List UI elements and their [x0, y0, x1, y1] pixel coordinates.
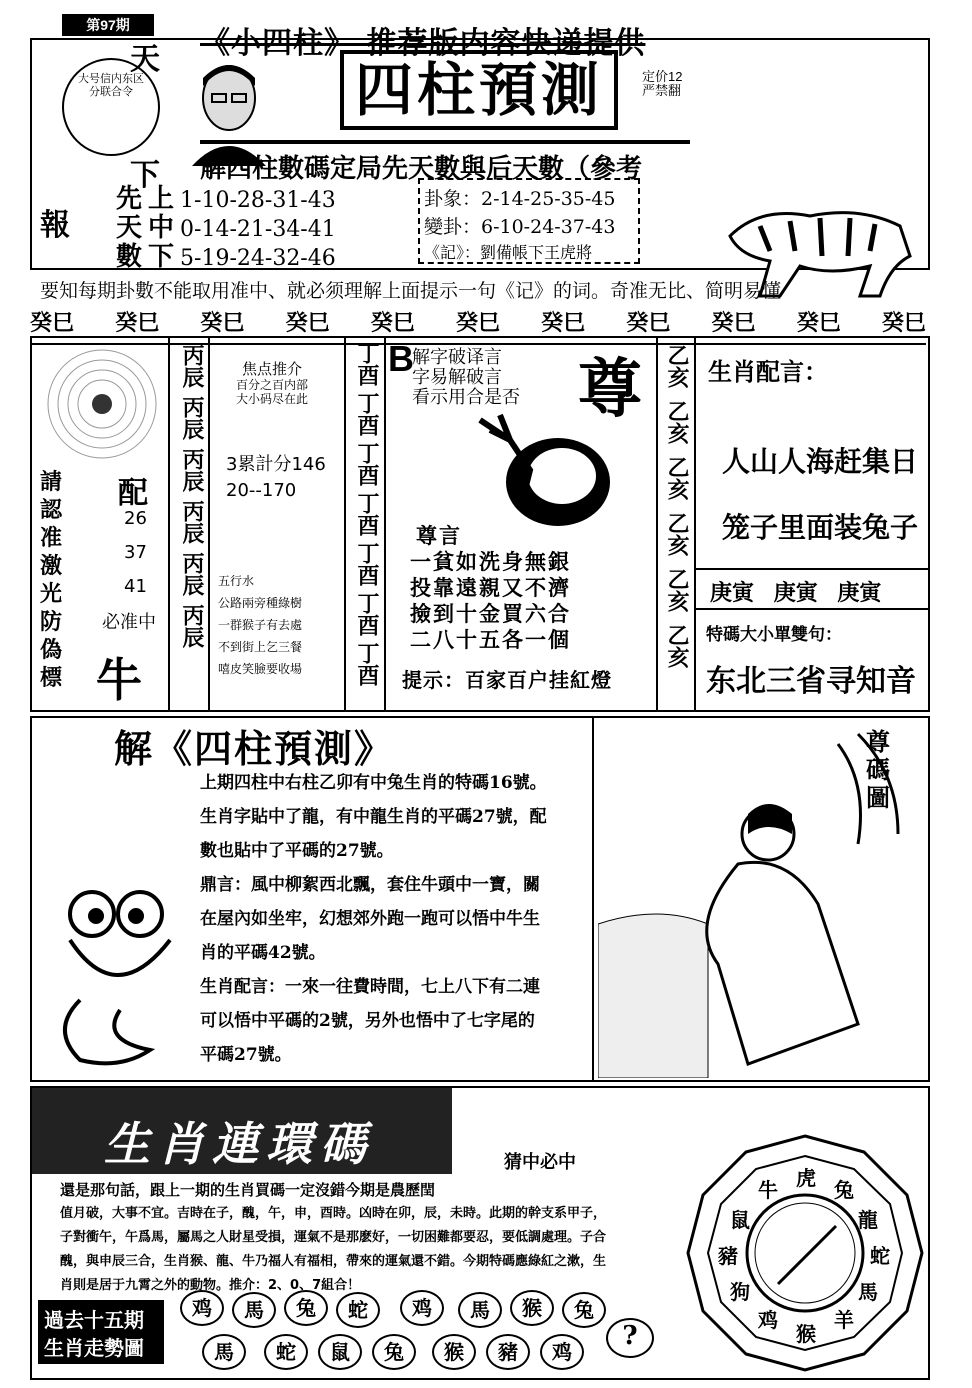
geng-cell: 庚寅: [837, 580, 882, 606]
pei-number-2: 37: [124, 542, 147, 563]
jie-line: 肖的平碼42號。: [200, 943, 326, 963]
cartoon-character: [40, 880, 200, 1070]
verify-char: 認: [40, 497, 63, 523]
focus-title: 焦点推介: [242, 360, 303, 378]
trend-oval: 豬: [486, 1334, 530, 1370]
tema-label: 特碼大小單雙句：: [706, 625, 842, 645]
verify-char: 請: [40, 469, 63, 495]
riddle-line: 看示用合是否: [412, 387, 520, 408]
gui-cell: 癸巳: [796, 310, 841, 336]
yi-cell: 乙亥: [664, 624, 690, 668]
bottom-line: 肖則是居于九霄之外的動物。推介：2、0、7組合！: [60, 1278, 361, 1293]
jie-line: 生肖配言：一來一往費時間，七上八下有二連: [200, 977, 540, 997]
ding-cell: 丁酉: [354, 392, 380, 436]
verse-2: 投靠遠親又不濟: [410, 575, 571, 600]
wheel-label: 蛇: [870, 1244, 890, 1268]
verify-char: 光: [40, 581, 63, 607]
trend-oval: 猴: [510, 1290, 554, 1326]
trend-oval: 鼠: [318, 1334, 362, 1370]
jie-paragraph: [200, 766, 590, 1072]
jie-line: 生肖字貼中了龍，有中龍生肖的平碼27號，配: [200, 807, 547, 827]
gui-cell: 癸巳: [285, 310, 330, 336]
bottom-banner-text: 生肖連環碼: [104, 1117, 374, 1171]
gua-line-3: 《記》：劉備帳下王虎將: [424, 243, 593, 262]
bottom-line: 還是那句話，跟上一期的生肖買碼一定沒錯今期是農歷閏: [60, 1181, 436, 1199]
gua-line-2: 變卦：6-10-24-37-43: [424, 216, 616, 238]
trend-oval: 兔: [284, 1290, 328, 1326]
verify-char: 防: [40, 609, 63, 635]
wheel-label: 龍: [858, 1208, 878, 1232]
verify-char: 偽: [40, 637, 63, 663]
gui-cell: 癸巳: [881, 310, 926, 336]
yi-cell: 乙亥: [664, 456, 690, 500]
ding-cell: 丁酉: [354, 542, 380, 586]
riddle-line: 字易解破言: [412, 367, 502, 388]
verify-vertical-text: [40, 468, 62, 692]
jie-line: 可以悟中平碼的2號，另外也悟中了七字尾的: [200, 1011, 535, 1031]
geng-cells: [710, 576, 881, 607]
poem-line: 不到街上乞三餐: [218, 640, 303, 654]
jie-line: 平碼27號。: [200, 1045, 292, 1065]
row-label-3: 下: [148, 242, 175, 272]
wheel-label: 鼠: [730, 1208, 750, 1232]
pei-number-1: 26: [124, 508, 147, 529]
gui-cell: 癸巳: [30, 310, 75, 336]
issue-number: 第97期: [62, 14, 154, 36]
peiyan-line-2: 笼子里面装兔子: [722, 511, 919, 544]
bing-cell: 丙辰: [179, 396, 205, 440]
row-numbers-1: 1-10-28-31-43: [180, 188, 336, 213]
zunyan-title: 尊言: [416, 523, 462, 548]
page-title: 四柱預測: [340, 50, 618, 130]
gua-line-1: 卦象：2-14-25-35-45: [424, 188, 616, 210]
ding-cell: 丁酉: [354, 492, 380, 536]
trend-oval: 蛇: [264, 1334, 308, 1370]
geng-cell: 庚寅: [710, 580, 755, 606]
focus-sub-1: 百分之百内部: [236, 378, 309, 392]
bing-cell: 丙辰: [179, 552, 205, 596]
xiantian-char-3: 數: [116, 242, 143, 272]
price-note: [642, 70, 682, 98]
zun-char: 尊: [578, 352, 642, 427]
yi-cell: 乙亥: [664, 512, 690, 556]
trend-oval: 蛇: [336, 1292, 380, 1328]
price-line-1: 定价12: [642, 69, 683, 84]
subtitle: 解四柱數碼定局先天數與后天數（參考: [200, 140, 690, 185]
wheel-label: 鸡: [758, 1308, 778, 1332]
center-hint: 提示：百家百户挂紅燈: [402, 668, 612, 692]
jie-line: 鼎言：風中柳絮西北飄，套住牛頭中一寶，關: [200, 875, 540, 895]
ding-cell: 丁酉: [354, 592, 380, 636]
jie-line: 在屋內如坐牢，幻想郊外跑一跑可以悟中牛生: [200, 909, 540, 929]
ding-stack: [352, 342, 383, 686]
shengxiao-label: 生肖配言：: [708, 357, 828, 386]
wheel-label: 兔: [834, 1178, 854, 1202]
verify-char: 准: [40, 525, 63, 551]
past-label-1: 過去十五期: [44, 1308, 144, 1332]
focus-score-2: 20--170: [226, 480, 297, 501]
big-ox-char: 牛: [96, 653, 142, 707]
vertical-char-1: 天: [130, 42, 160, 77]
bizhun-text: 必准中: [102, 612, 156, 633]
jie-divider: [592, 716, 594, 1082]
poem-line: 嘻皮笑臉要收場: [218, 662, 303, 676]
gui-cell: 癸巳: [455, 310, 500, 336]
row-numbers-2: 0-14-21-34-41: [180, 217, 336, 242]
row-label-2: 中: [148, 213, 175, 243]
wheel-label: 牛: [758, 1178, 778, 1202]
ding-cell: 丁酉: [354, 442, 380, 486]
price-line-2: 严禁翻: [642, 83, 682, 98]
bing-stack: [176, 344, 208, 648]
gui-cell: 癸巳: [370, 310, 415, 336]
wheel-label: 羊: [834, 1308, 854, 1332]
notice-text: 要知每期卦數不能取用准中、就必须理解上面提示一句《记》的词。奇准无比、简明易懂: [40, 280, 782, 302]
xiantian-char-2: 天: [116, 213, 143, 243]
jie-title: 解《四柱預測》: [114, 726, 395, 771]
gui-cell: 癸巳: [115, 310, 160, 336]
yi-cell: 乙亥: [664, 400, 690, 444]
yi-cell: 乙亥: [664, 344, 690, 388]
lady-illustration: [598, 724, 924, 1078]
poem-line: 公路兩旁種綠樹: [218, 596, 303, 610]
trend-oval: 兔: [562, 1292, 606, 1328]
geng-cell: 庚寅: [773, 580, 818, 606]
yi-cell: 乙亥: [664, 568, 690, 612]
poem-line: 一群猴子有去處: [218, 618, 303, 632]
zunma-figure-label: 尊碼圖: [866, 727, 890, 812]
peiyan-line-1: 人山人海赶集日: [722, 445, 919, 478]
wheel-label: 豬: [718, 1244, 738, 1268]
verse-1: 一貧如洗身無銀: [410, 549, 571, 574]
seal-text: 大号信内东区分联合令: [78, 72, 144, 98]
wheel-label: 猴: [796, 1322, 816, 1346]
bottom-line: 值月破，大事不宜。吉時在子，醜，午，申，酉時。凶時在卯，辰，未時。此期的幹支系甲子，: [60, 1206, 607, 1221]
focus-poem: [218, 570, 302, 680]
vertical-char-2: 下: [130, 158, 160, 193]
gui-cell: 癸巳: [626, 310, 671, 336]
gui-cell: 癸巳: [200, 310, 245, 336]
bing-cell: 丙辰: [179, 448, 205, 492]
bing-cell: 丙辰: [179, 604, 205, 648]
focus-sub-2: 大小码尽在此: [236, 392, 309, 406]
ding-cell: 丁酉: [354, 642, 380, 686]
trend-oval: 鸡: [180, 1290, 224, 1326]
question-oval: ?: [606, 1318, 654, 1358]
pei-number-3: 41: [124, 576, 147, 597]
poem-line: 五行水: [218, 574, 255, 588]
focus-score-1: 3累計分146: [226, 454, 326, 475]
hologram-seal: [44, 346, 160, 462]
riddle-line: 解字破译言: [412, 347, 502, 368]
yi-stack: [662, 344, 693, 668]
verify-char: 標: [40, 665, 63, 691]
xiantian-char-1: 先: [116, 184, 143, 214]
wheel-label: 馬: [858, 1280, 878, 1304]
wheel-label: 虎: [796, 1166, 816, 1190]
top-banner: 《小四柱》 推荐版内容快递提供: [200, 26, 646, 61]
pei-label: 配: [118, 476, 148, 511]
trend-oval: 馬: [458, 1292, 502, 1328]
trend-oval: 鸡: [400, 1290, 444, 1326]
verse-4: 二八十五各一個: [410, 627, 571, 652]
trend-oval: 馬: [232, 1292, 276, 1328]
gui-cell: 癸巳: [711, 310, 756, 336]
jie-line: 上期四柱中右柱乙卯有中兔生肖的特碼16號。: [200, 773, 547, 793]
verse-3: 撿到十金買六合: [410, 601, 571, 626]
trend-oval: 鸡: [540, 1334, 584, 1370]
past-label-2: 生肖走勢圖: [44, 1336, 144, 1360]
jie-line: 數也貼中了平碼的27號。: [200, 841, 394, 861]
tema-line: 东北三省寻知音: [706, 664, 916, 699]
b-label: B: [388, 338, 414, 379]
trend-oval: 馬: [202, 1334, 246, 1370]
wheel-label: 狗: [730, 1280, 750, 1304]
trend-oval: 猴: [432, 1334, 476, 1370]
deer-illustration: [470, 410, 620, 530]
bing-cell: 丙辰: [179, 344, 205, 388]
trend-oval: 兔: [372, 1334, 416, 1370]
bottom-line: 子對衝午，午爲馬，屬馬之人財星受損，運氣不是那麽好，一切困難都要忍，要低調處理。子合: [60, 1230, 607, 1245]
bing-cell: 丙辰: [179, 500, 205, 544]
xiantian-row-3: [116, 236, 336, 273]
verify-char: 激: [40, 553, 63, 579]
bottom-line: 醜，與申辰三合，生肖猴、龍、牛乃福人有福相，帶來的運氣還不錯。今期特碼應綠紅之漱，生: [60, 1254, 607, 1269]
vertical-char-3: 報: [40, 208, 70, 243]
riddle-lines: [412, 348, 520, 408]
row-numbers-3: 5-19-24-32-46: [180, 246, 336, 271]
gui-cell: 癸巳: [541, 310, 586, 336]
badge-text: 猜中必中: [504, 1152, 576, 1173]
row-label-1: 上: [148, 184, 175, 214]
bottom-paragraph: [60, 1178, 680, 1298]
ding-cell: 丁酉: [354, 342, 380, 386]
